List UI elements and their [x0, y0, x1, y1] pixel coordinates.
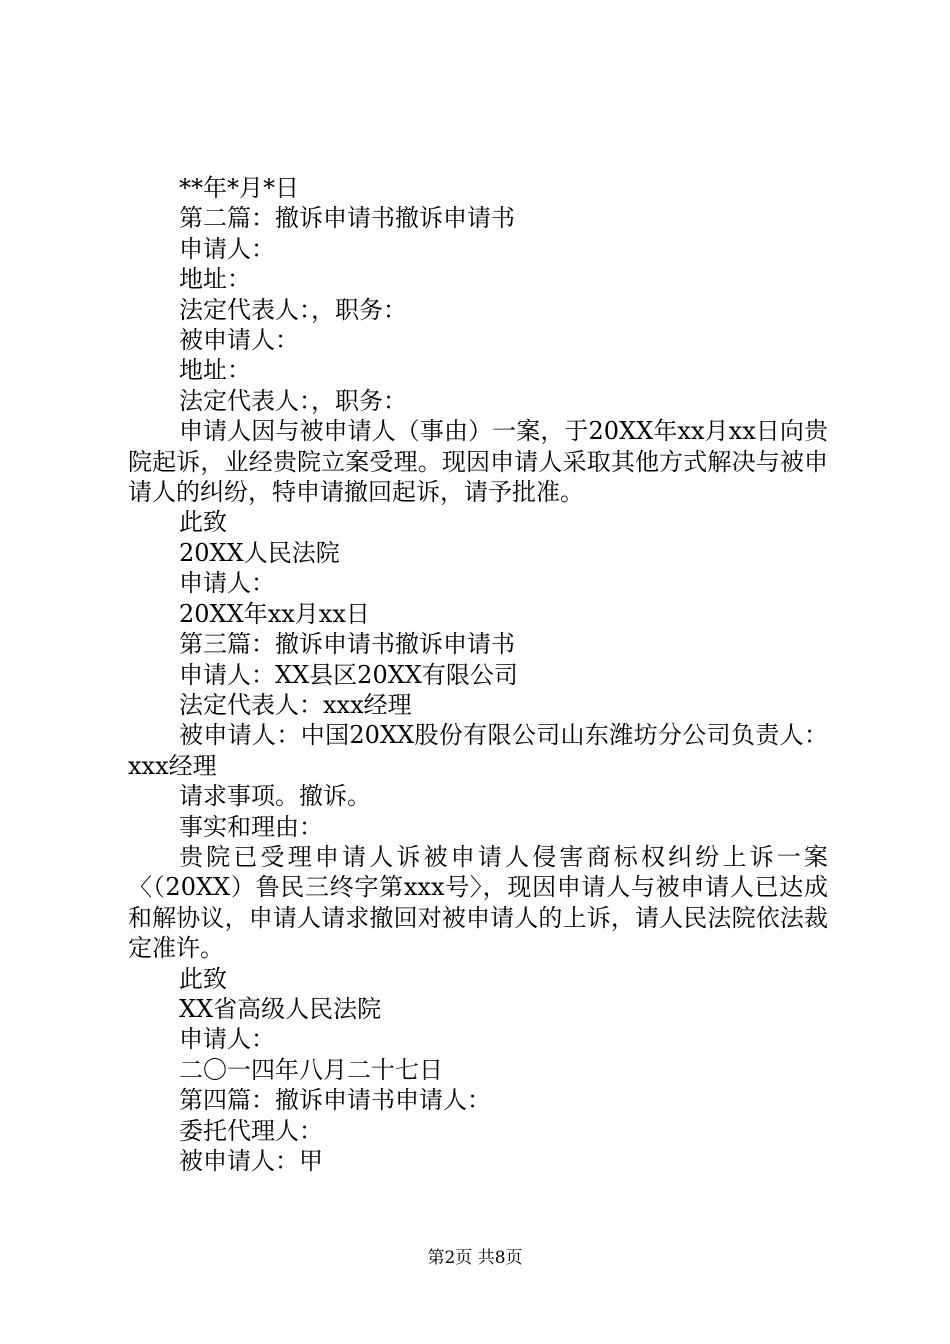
respondent-address-line: 地址： — [179, 356, 251, 385]
court-line: 20XX人民法院 — [179, 538, 340, 567]
respondent-line: 被申请人： — [179, 326, 299, 355]
applicant-company-line: 申请人：XX县区20XX有限公司 — [179, 660, 518, 689]
section-heading-2: 第二篇：撤诉申请书撤诉申请书 — [179, 204, 515, 233]
body-paragraph: 申请人因与被申请人（事由）一案，于20XX年xx月xx日向贵院起诉，业经贵院立案受理。现因申请人采取其他方式解决与被申请人的纠纷，特申请撤回起诉，请予批准。 — [128, 417, 828, 507]
signature-date-line: 20XX年xx月xx日 — [179, 599, 370, 628]
signature-date-line-2: 二〇一四年八月二十七日 — [179, 1055, 443, 1084]
salutation-line-2: 此致 — [179, 964, 227, 993]
signature-applicant-line: 申请人： — [179, 569, 275, 598]
respondent-legal-rep-line: 法定代表人：，职务： — [179, 386, 407, 415]
salutation-line: 此致 — [179, 508, 227, 537]
section-heading-3: 第三篇：撤诉申请书撤诉申请书 — [179, 630, 515, 659]
respondent-company-line: 被申请人：中国20XX股份有限公司山东潍坊分公司负责人：xxx经理 — [128, 721, 828, 780]
request-line: 请求事项。撤诉。 — [179, 782, 371, 811]
respondent-party-line: 被申请人：甲 — [179, 1147, 323, 1175]
document-body — [128, 173, 828, 1176]
facts-heading-line: 事实和理由： — [179, 812, 323, 841]
applicant-line: 申请人： — [179, 234, 275, 263]
date-line: **年*月*日 — [179, 174, 299, 202]
page-number-footer: 第2页 共8页 — [427, 1248, 523, 1268]
section-heading-4: 第四篇：撤诉申请书申请人： — [179, 1086, 491, 1115]
address-line: 地址： — [179, 265, 251, 294]
agent-line: 委托代理人： — [179, 1116, 323, 1145]
facts-paragraph: 贵院已受理申请人诉被申请人侵害商标权纠纷上诉一案〈（20XX）鲁民三终字第xxx号〉，现因申请人与被申请人已达成和解协议，申请人请求撤回对被申请人的上诉，请人民法院依法裁定准许。 — [128, 842, 828, 963]
signature-applicant-line-2: 申请人： — [179, 1025, 275, 1054]
court-line-2: XX省高级人民法院 — [179, 994, 382, 1023]
legal-rep-line: 法定代表人：，职务： — [179, 295, 407, 324]
legal-rep-manager-line: 法定代表人：xxx经理 — [179, 690, 412, 719]
